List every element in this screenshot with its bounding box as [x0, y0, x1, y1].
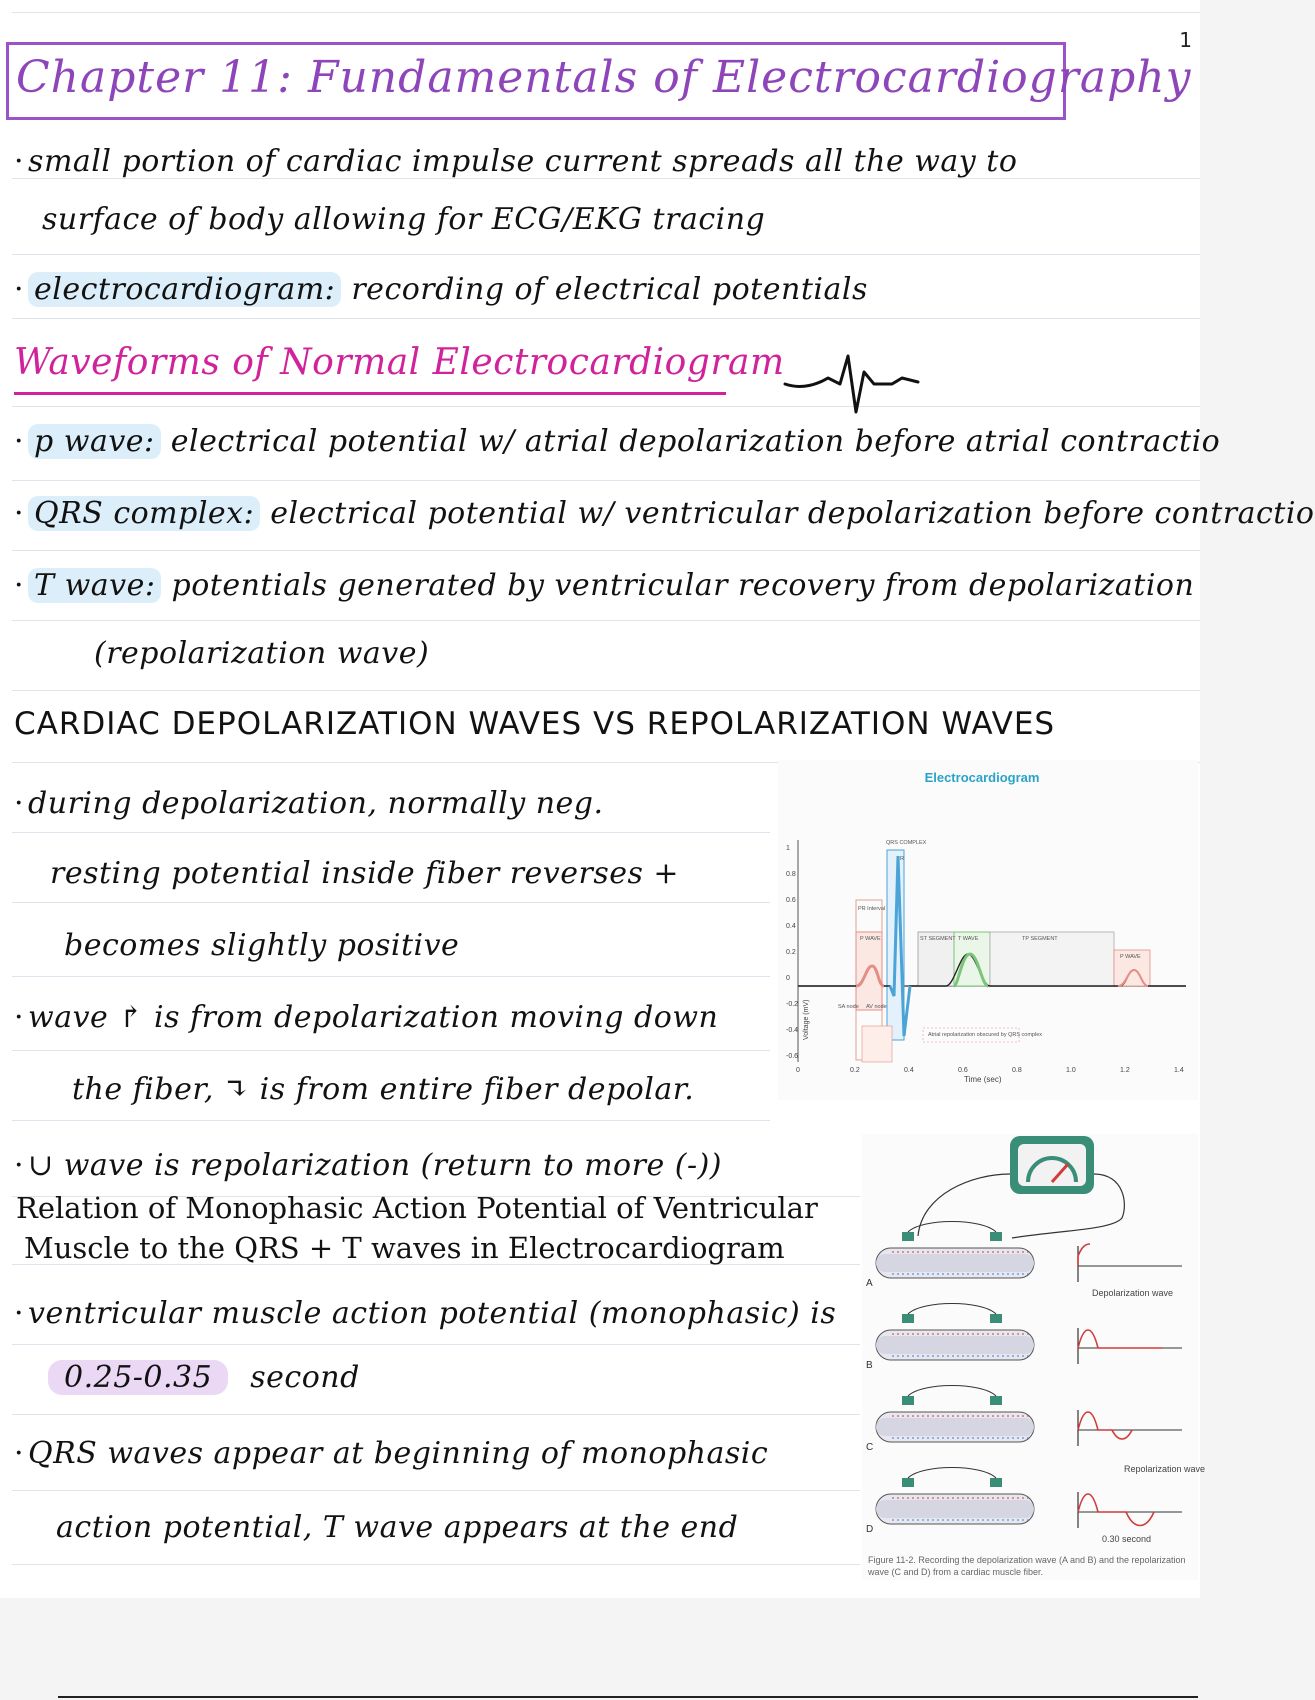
ecg-y-tick: 0.4 — [786, 923, 796, 930]
ecg-label-tp: TP SEGMENT — [1022, 936, 1058, 942]
ecg-ylabel: Voltage (mV) — [803, 999, 810, 1040]
ecg-y-tick: -0.4 — [786, 1027, 799, 1034]
ecg-label-qrs: QRS COMPLEX — [886, 840, 927, 846]
intro-line-2: surface of body allowing for ECG/EKG tracing — [42, 202, 766, 237]
t-wave-note: · T wave: potentials generated by ventricular recovery from depolarization — [14, 568, 1195, 603]
ecg-label-t: T WAVE — [958, 936, 979, 942]
ecg-figure — [778, 760, 1198, 1100]
ecg-y-tick: 0.8 — [786, 871, 796, 878]
time-label: 0.30 second — [1102, 1534, 1152, 1544]
cardiac-waves-heading: CARDIAC DEPOLARIZATION WAVES VS REPOLARIZATION WAVES — [14, 706, 1056, 742]
ecg-label-av: AV node — [866, 1004, 887, 1010]
ecg-label-pr: PR Interval — [858, 906, 886, 912]
ecg-figure-title: Electrocardiogram — [924, 770, 1040, 785]
duration-note: 0.25-0.35 second — [48, 1360, 360, 1395]
term-highlight: electrocardiogram: — [28, 272, 341, 307]
ecg-y-tick: -0.6 — [786, 1053, 799, 1060]
qrs-timing-note: · QRS waves appear at beginning of monophasic — [14, 1436, 769, 1471]
ecg-x-tick: 1.2 — [1120, 1067, 1130, 1074]
electrocardiogram-definition: · electrocardiogram: recording of electrical potentials — [14, 272, 868, 307]
qrs-complex-note: · QRS complex: electrical potential w/ ventricular depolarization before contractio — [14, 496, 1315, 531]
svg-text:B: B — [866, 1360, 873, 1371]
ecg-label-sa: SA node — [838, 1004, 859, 1010]
ecg-x-tick: 0.6 — [958, 1067, 968, 1074]
ecg-y-tick: 0.6 — [786, 897, 796, 904]
svg-text:A: A — [866, 1278, 873, 1289]
svg-text:C: C — [866, 1442, 874, 1453]
ecg-label-note: Atrial repolarization obscured by QRS complex — [928, 1032, 1043, 1038]
ecg-x-tick: 0.8 — [1012, 1067, 1022, 1074]
heading-underline — [14, 392, 726, 395]
ecg-x-tick: 0.4 — [904, 1067, 914, 1074]
ecg-label-st: ST SEGMENT — [920, 936, 956, 942]
ecg-x-tick: 1.0 — [1066, 1067, 1076, 1074]
waveforms-heading: Waveforms of Normal Electrocardiogram — [14, 342, 785, 383]
ecg-label-p: P WAVE — [860, 936, 881, 942]
duration-highlight: 0.25-0.35 — [48, 1360, 228, 1395]
ecg-x-tick: 0 — [796, 1067, 800, 1074]
ecg-x-tick: 1.4 — [1174, 1067, 1184, 1074]
relation-heading: Relation of Monophasic Action Potential of Ventricular Muscle to the QRS + T waves in Electrocardiogram — [16, 1191, 818, 1265]
ecg-y-tick: 0.2 — [786, 949, 796, 956]
ecg-y-tick: -0.2 — [786, 1001, 799, 1008]
depol-note-3: becomes slightly positive — [64, 928, 460, 963]
svg-text:D: D — [866, 1524, 874, 1535]
t-timing-note: action potential, T wave appears at the end — [56, 1510, 739, 1545]
figure-caption: Figure 11-2. Recording the depolarization wave (A and B) and the repolarization wave (C and D) from a cardiac muscle fiber. — [868, 1555, 1186, 1577]
intro-line-1: · small portion of cardiac impulse current spreads all the way to — [14, 144, 1018, 179]
bottom-rule — [58, 1696, 1198, 1698]
p-wave-note: · p wave: electrical potential w/ atrial depolarization before atrial contractio — [14, 424, 1221, 459]
ecg-y-tick: 0 — [786, 975, 790, 982]
depol-note-6: · ∪ wave is repolarization (return to more (-)) — [14, 1148, 723, 1183]
fiber-figure — [862, 1134, 1206, 1580]
ecg-label-p2: P WAVE — [1120, 954, 1141, 960]
depol-note-4: · wave ↱ is from depolarization moving down — [14, 1000, 719, 1035]
ecg-x-tick: 0.2 — [850, 1067, 860, 1074]
ecg-label-r: R — [900, 856, 904, 862]
ecg-y-tick: 1 — [786, 845, 790, 852]
ecg-doodle-icon — [782, 350, 922, 416]
t-wave-note-2: (repolarization wave) — [94, 636, 430, 671]
depol-note-1: · during depolarization, normally neg. — [14, 786, 604, 821]
depol-note-5: the fiber, ↴ is from entire fiber depolar. — [72, 1072, 695, 1107]
depol-wave-label: Depolarization wave — [1092, 1288, 1174, 1298]
page-title: Chapter 11: Fundamentals of Electrocardiography — [16, 52, 1192, 103]
ecg-xlabel: Time (sec) — [964, 1075, 1002, 1084]
depol-note-2: resting potential inside fiber reverses + — [50, 856, 680, 891]
page-number: 1 — [1179, 28, 1192, 52]
repol-wave-label: Repolarization wave — [1124, 1464, 1206, 1474]
action-potential-note: · ventricular muscle action potential (monophasic) is — [14, 1296, 837, 1331]
